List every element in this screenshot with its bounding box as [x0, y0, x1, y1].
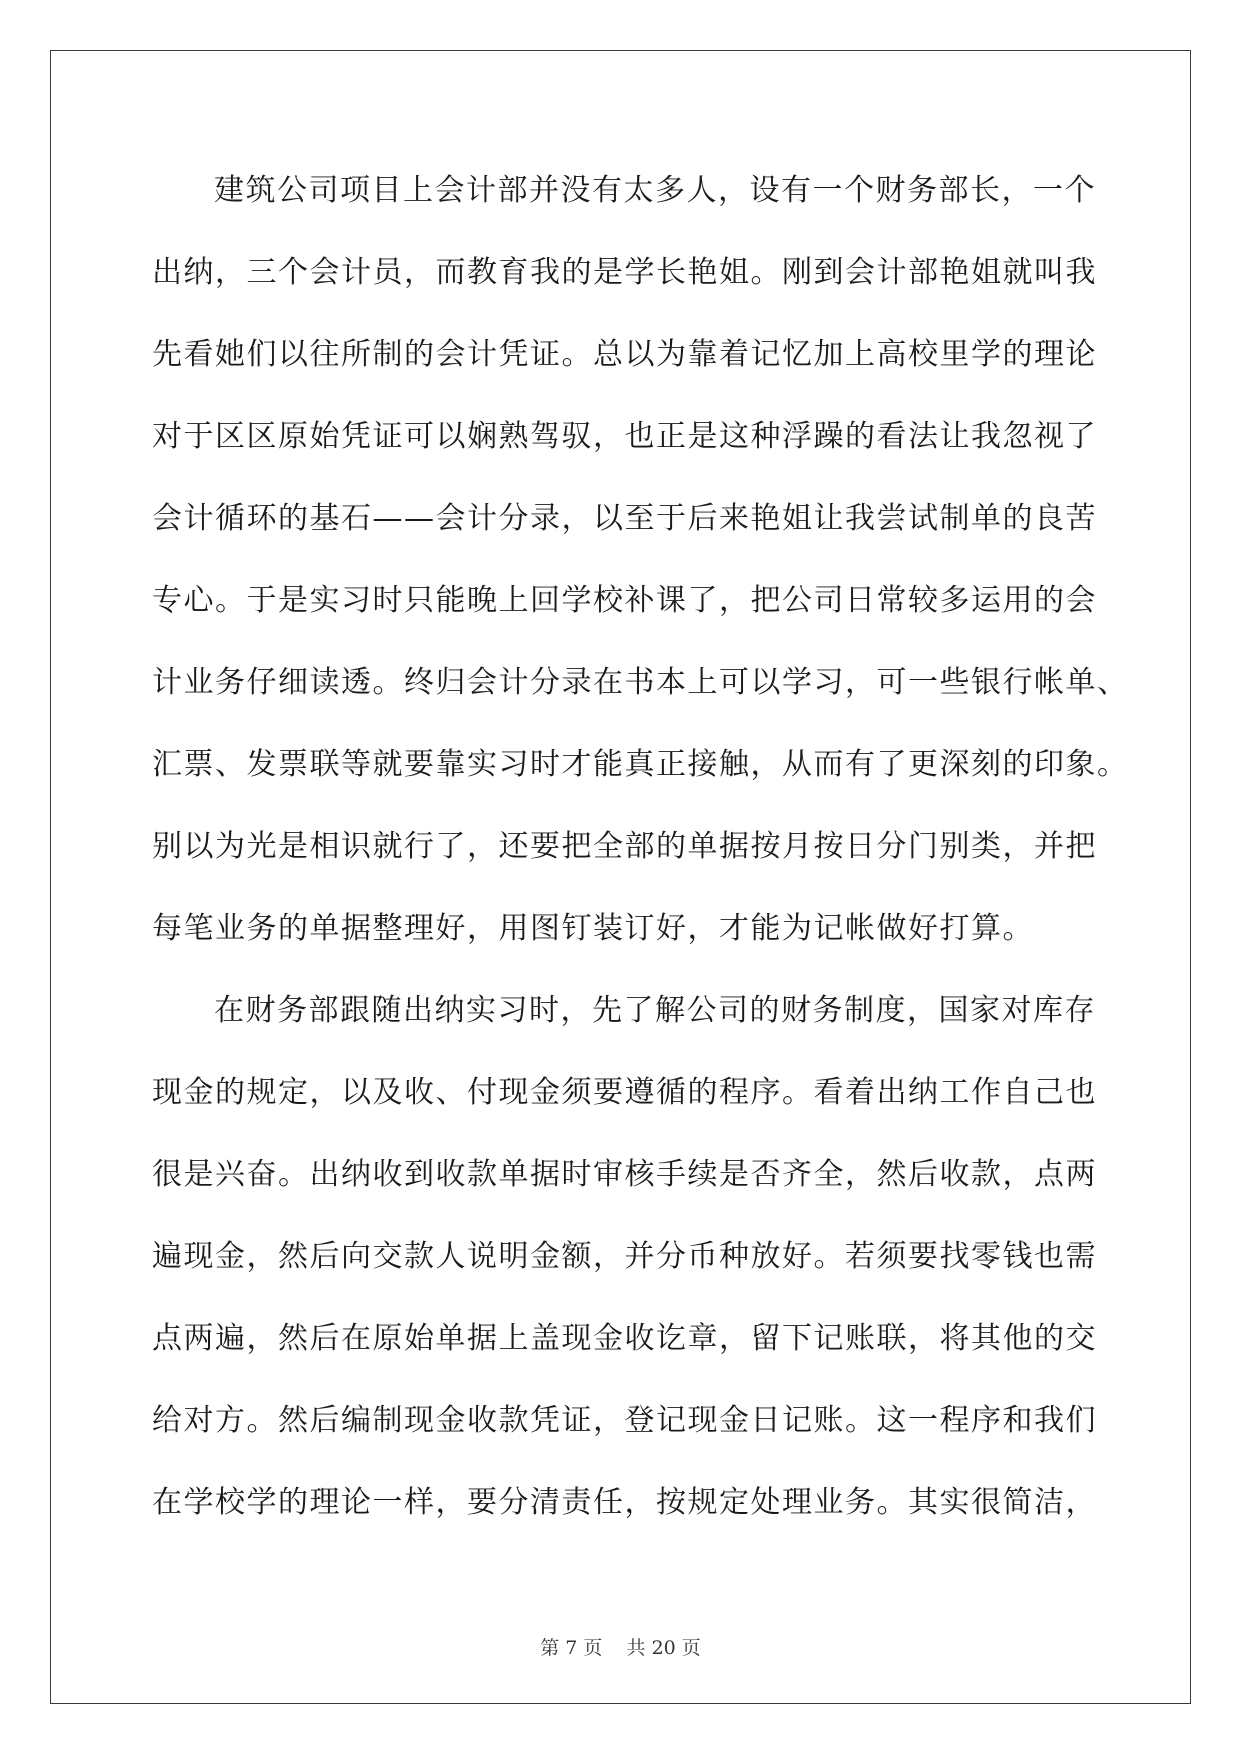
paragraph-1-line-2: 出纳，三个会计员，而教育我的是学长艳姐。刚到会计部艳姐就叫我	[152, 255, 1097, 290]
paragraph-1-line-6: 专心。于是实习时只能晚上回学校补课了，把公司日常较多运用的会	[152, 583, 1097, 618]
document-body	[152, 150, 1129, 1544]
paragraph-2-line-7: 在学校学的理论一样，要分清责任，按规定处理业务。其实很简洁，	[152, 1485, 1097, 1520]
paragraph-1-line-3: 先看她们以往所制的会计凭证。总以为靠着记忆加上高校里学的理论	[152, 337, 1097, 372]
paragraph-1-line-1: 建筑公司项目上会计部并没有太多人，设有一个财务部长，一个	[214, 173, 1096, 208]
paragraph-1-line-7: 计业务仔细读透。终归会计分录在书本上可以学习，可一些银行帐单、	[152, 665, 1129, 700]
paragraph-1-line-4: 对于区区原始凭证可以娴熟驾驭，也正是这种浮躁的看法让我忽视了	[152, 419, 1097, 454]
paragraph-2-line-5: 点两遍，然后在原始单据上盖现金收讫章，留下记账联，将其他的交	[152, 1321, 1097, 1356]
paragraph-2-line-3: 很是兴奋。出纳收到收款单据时审核手续是否齐全，然后收款，点两	[152, 1157, 1097, 1192]
page-footer	[0, 1633, 1241, 1660]
paragraph-2-line-4: 遍现金，然后向交款人说明金额，并分币种放好。若须要找零钱也需	[152, 1239, 1097, 1274]
paragraph-1-line-8: 汇票、发票联等就要靠实习时才能真正接触，从而有了更深刻的印象。	[152, 747, 1129, 782]
paragraph-1-line-9: 别以为光是相识就行了，还要把全部的单据按月按日分门别类，并把	[152, 829, 1097, 864]
paragraph-2-line-1: 在财务部跟随出纳实习时，先了解公司的财务制度，国家对库存	[214, 993, 1096, 1028]
page-number: 第 7 页 共 20 页	[540, 1637, 701, 1659]
paragraph-2-line-6: 给对方。然后编制现金收款凭证，登记现金日记账。这一程序和我们	[152, 1403, 1097, 1438]
paragraph-1-line-10: 每笔业务的单据整理好，用图钉装订好，才能为记帐做好打算。	[152, 911, 1034, 946]
paragraph-1-line-5: 会计循环的基石——会计分录，以至于后来艳姐让我尝试制单的良苦	[152, 501, 1097, 536]
paragraph-2-line-2: 现金的规定，以及收、付现金须要遵循的程序。看着出纳工作自己也	[152, 1075, 1097, 1110]
